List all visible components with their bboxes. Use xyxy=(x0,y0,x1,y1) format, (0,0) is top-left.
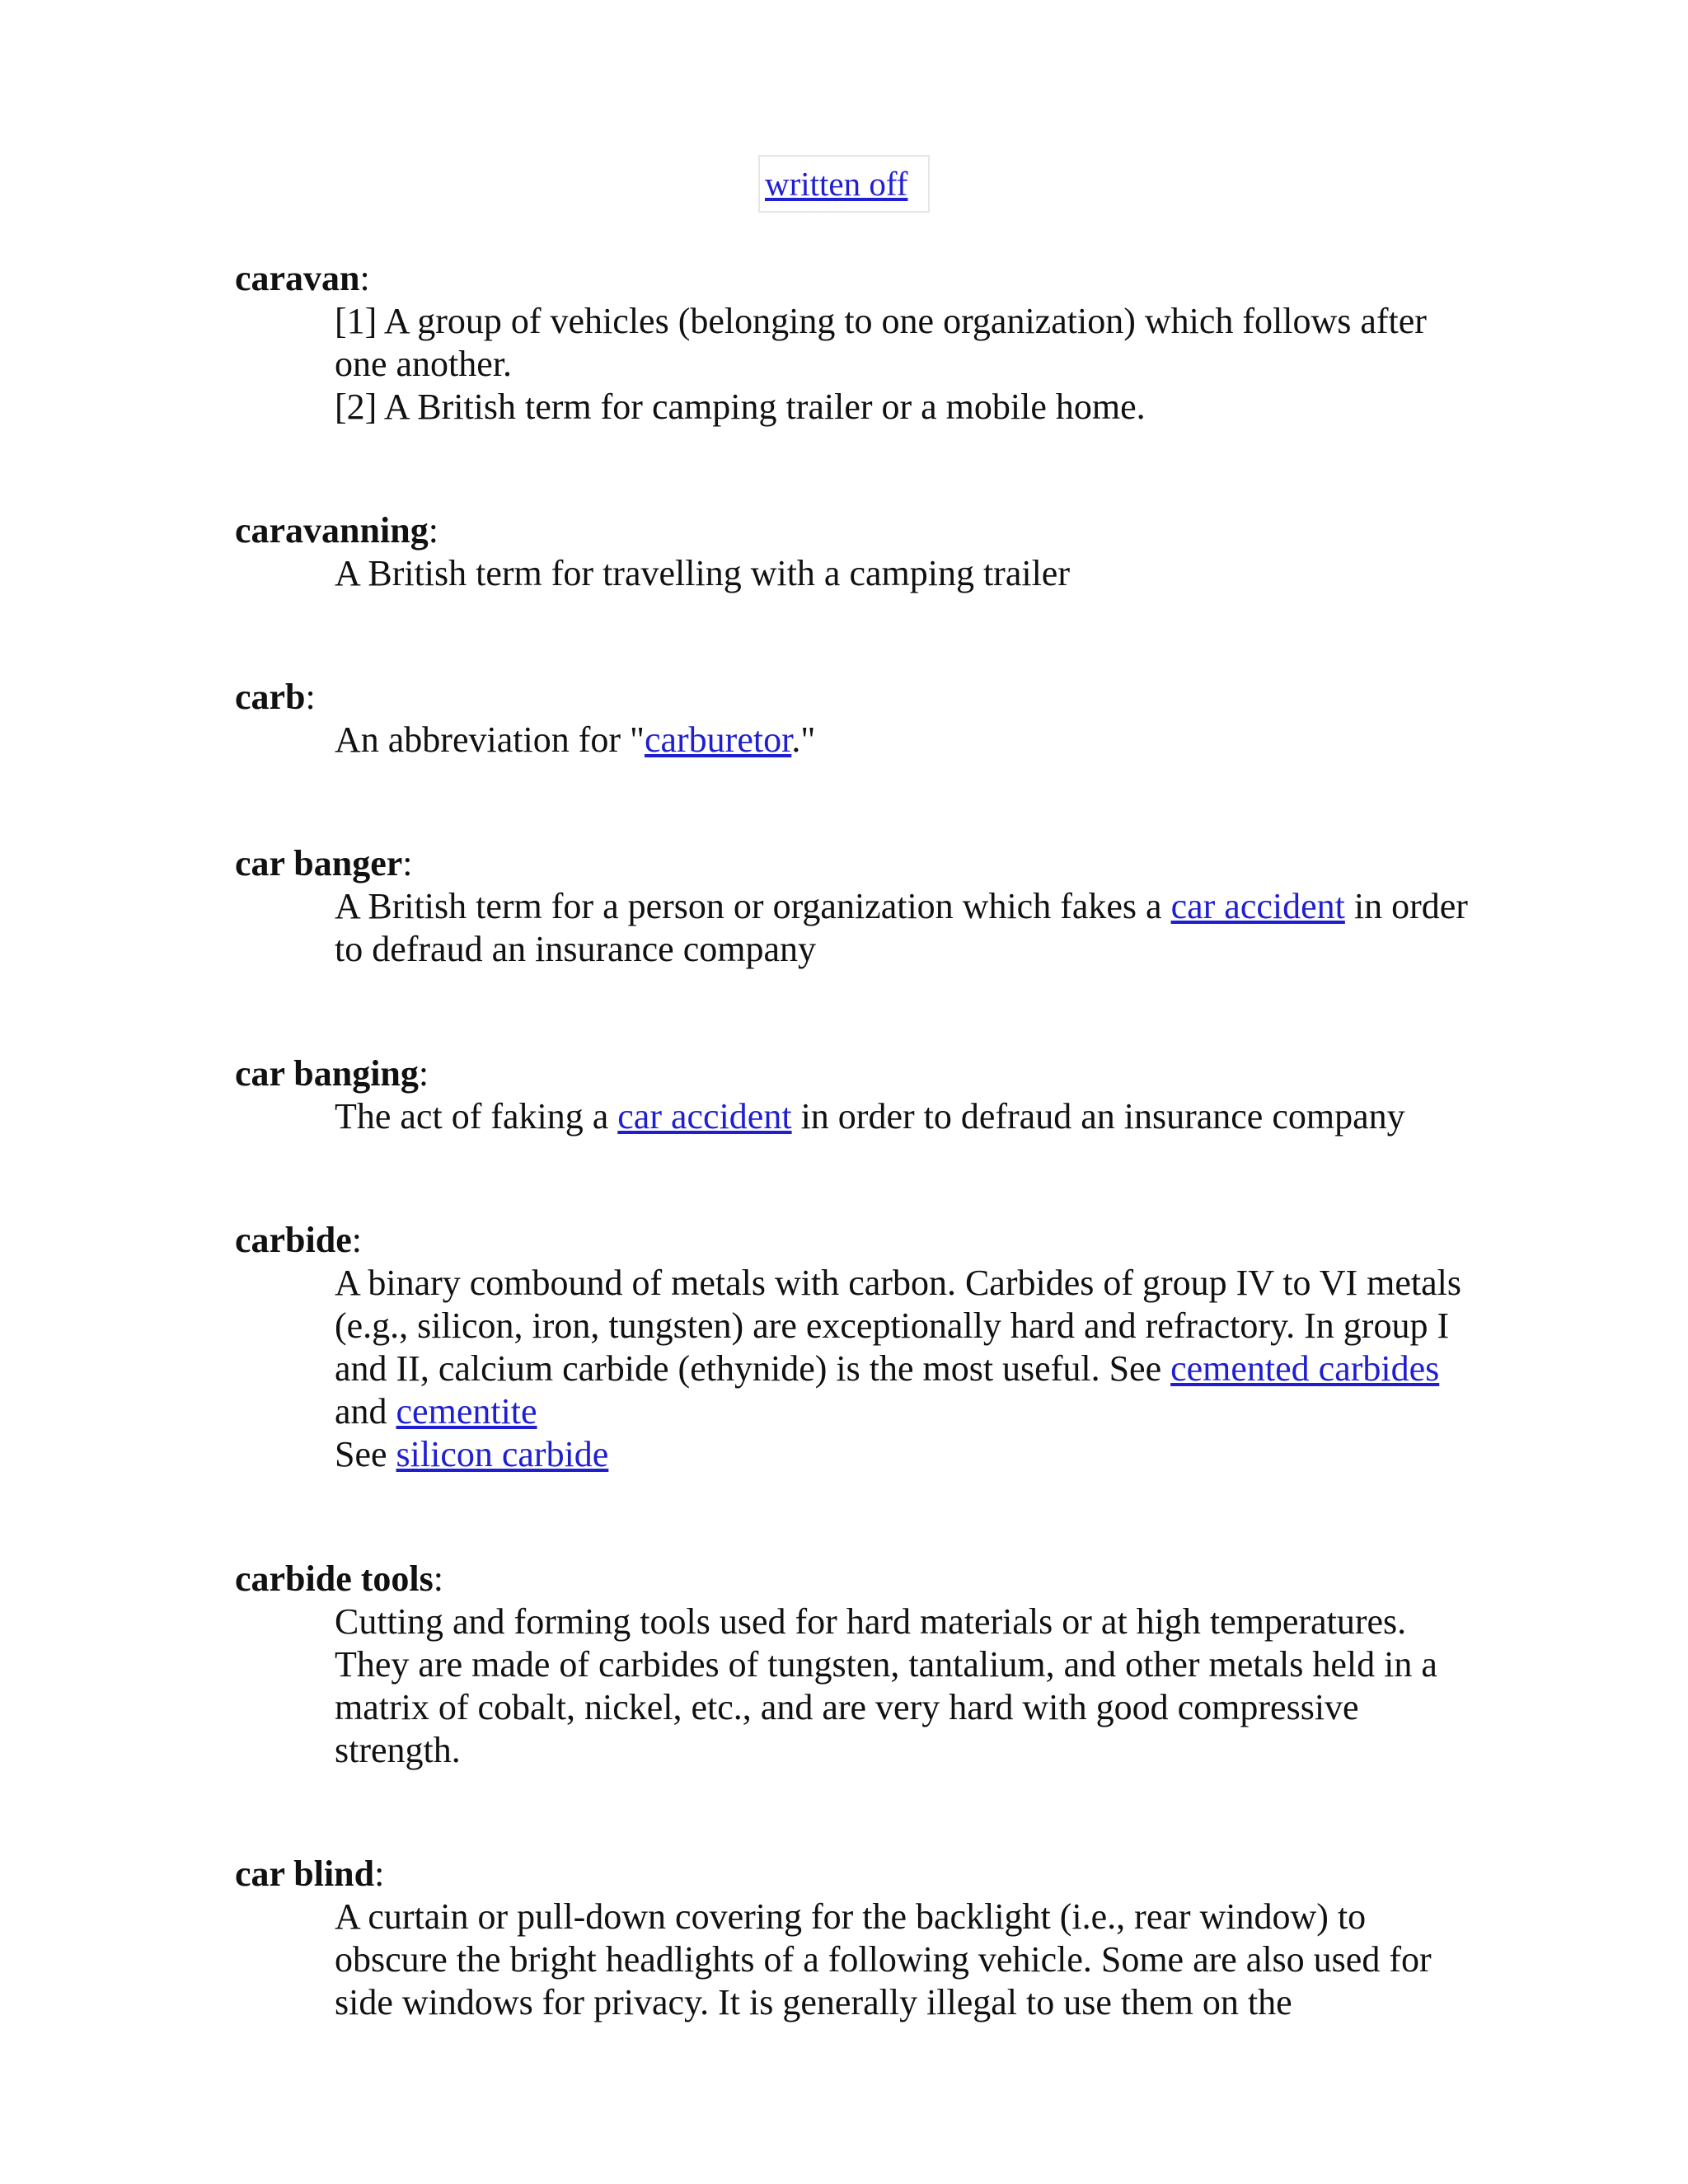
definition-text-part: The act of faking a xyxy=(335,1096,618,1137)
definition-text-part: An abbreviation for " xyxy=(335,719,645,760)
entry-car-banger xyxy=(235,842,1471,971)
colon: : xyxy=(402,843,413,883)
definition-text-part: A binary combound of metals with carbon. Carbides of group IV to VI metals (e.g., silicon, iron, tungsten) are exceptionally hard and refractory. In group I and II, calcium carbide (ethynide) is the most useful. See xyxy=(335,1263,1462,1389)
colon: : xyxy=(305,677,316,717)
term-carbide: carbide xyxy=(235,1220,352,1260)
definition-text: [2] A British term for camping trailer or a mobile home. xyxy=(335,387,1146,427)
definition-caravan xyxy=(235,300,1471,429)
entry-heading xyxy=(235,1219,1471,1262)
entry-carbide xyxy=(235,1219,1471,1476)
entry-car-blind xyxy=(235,1853,1471,2024)
definition-text: [1] A group of vehicles (belonging to one organization) which follows after one another. xyxy=(335,301,1427,384)
term-car-banger: car banger xyxy=(235,843,403,883)
definition-text-part: ." xyxy=(791,719,816,760)
definition-text-part: in order to defraud an insurance company xyxy=(335,886,1468,969)
definition-text-part: in order to defraud an insurance company xyxy=(791,1096,1405,1137)
definition-text: A British term for travelling with a camping trailer xyxy=(335,553,1070,593)
definition-text xyxy=(335,719,815,762)
entry-heading xyxy=(235,1558,1471,1601)
definition-text-part: See xyxy=(335,1434,396,1474)
car-accident-link[interactable]: car accident xyxy=(1170,886,1345,926)
entry-carb xyxy=(235,676,815,762)
term-caravan: caravan xyxy=(235,258,360,298)
top-link-box xyxy=(758,155,930,213)
colon: : xyxy=(359,258,370,298)
definition-car-banger xyxy=(235,885,1471,971)
entry-caravan xyxy=(235,257,1471,429)
entry-heading xyxy=(235,1853,1471,1896)
entry-heading xyxy=(235,509,1070,552)
entry-heading xyxy=(235,676,815,719)
definition-text xyxy=(335,885,1471,971)
term-car-blind: car blind xyxy=(235,1854,375,1894)
term-caravanning: caravanning xyxy=(235,510,429,551)
cemented-carbides-link[interactable]: cemented carbides xyxy=(1170,1348,1440,1389)
definition-text xyxy=(335,1095,1405,1138)
colon: : xyxy=(433,1558,443,1599)
definition-text: A curtain or pull-down covering for the backlight (i.e., rear window) to obscure the bright headlights of a following vehicle. Some are also used for side windows for privacy. It is generally illegal to use them on the xyxy=(335,1896,1432,2022)
definition-carbide xyxy=(235,1262,1471,1476)
entry-heading xyxy=(235,257,1471,300)
definition-carbide-tools xyxy=(235,1601,1471,1772)
car-accident-link[interactable]: car accident xyxy=(617,1096,792,1137)
entry-car-banging xyxy=(235,1052,1405,1138)
entry-carbide-tools xyxy=(235,1558,1471,1772)
entry-heading xyxy=(235,842,1471,885)
colon: : xyxy=(418,1053,429,1094)
colon: : xyxy=(428,510,438,551)
definition-carb xyxy=(235,719,815,762)
entry-heading xyxy=(235,1052,1405,1095)
definition-car-blind xyxy=(235,1896,1471,2024)
definition-car-banging xyxy=(235,1095,1405,1138)
definition-text xyxy=(335,1433,1471,1476)
definition-text-part: A British term for a person or organization which fakes a xyxy=(335,886,1171,926)
colon: : xyxy=(374,1854,385,1894)
cementite-link[interactable]: cementite xyxy=(396,1391,537,1432)
term-carb: carb xyxy=(235,677,306,717)
definition-text-part: and xyxy=(335,1391,396,1432)
term-carbide-tools: carbide tools xyxy=(235,1558,434,1599)
definition-text xyxy=(335,1262,1471,1433)
definition-caravanning xyxy=(235,552,1070,595)
carburetor-link[interactable]: carburetor xyxy=(644,719,792,760)
silicon-carbide-link[interactable]: silicon carbide xyxy=(396,1434,609,1474)
colon: : xyxy=(351,1220,362,1260)
written-off-link[interactable]: written off xyxy=(765,165,908,203)
definition-text: Cutting and forming tools used for hard materials or at high temperatures. They are made of carbides of tungsten, tantalium, and other metals held in a matrix of cobalt, nickel, etc., and are very hard with good compressive strength. xyxy=(335,1601,1437,1770)
term-car-banging: car banging xyxy=(235,1053,419,1094)
entry-caravanning xyxy=(235,509,1070,595)
